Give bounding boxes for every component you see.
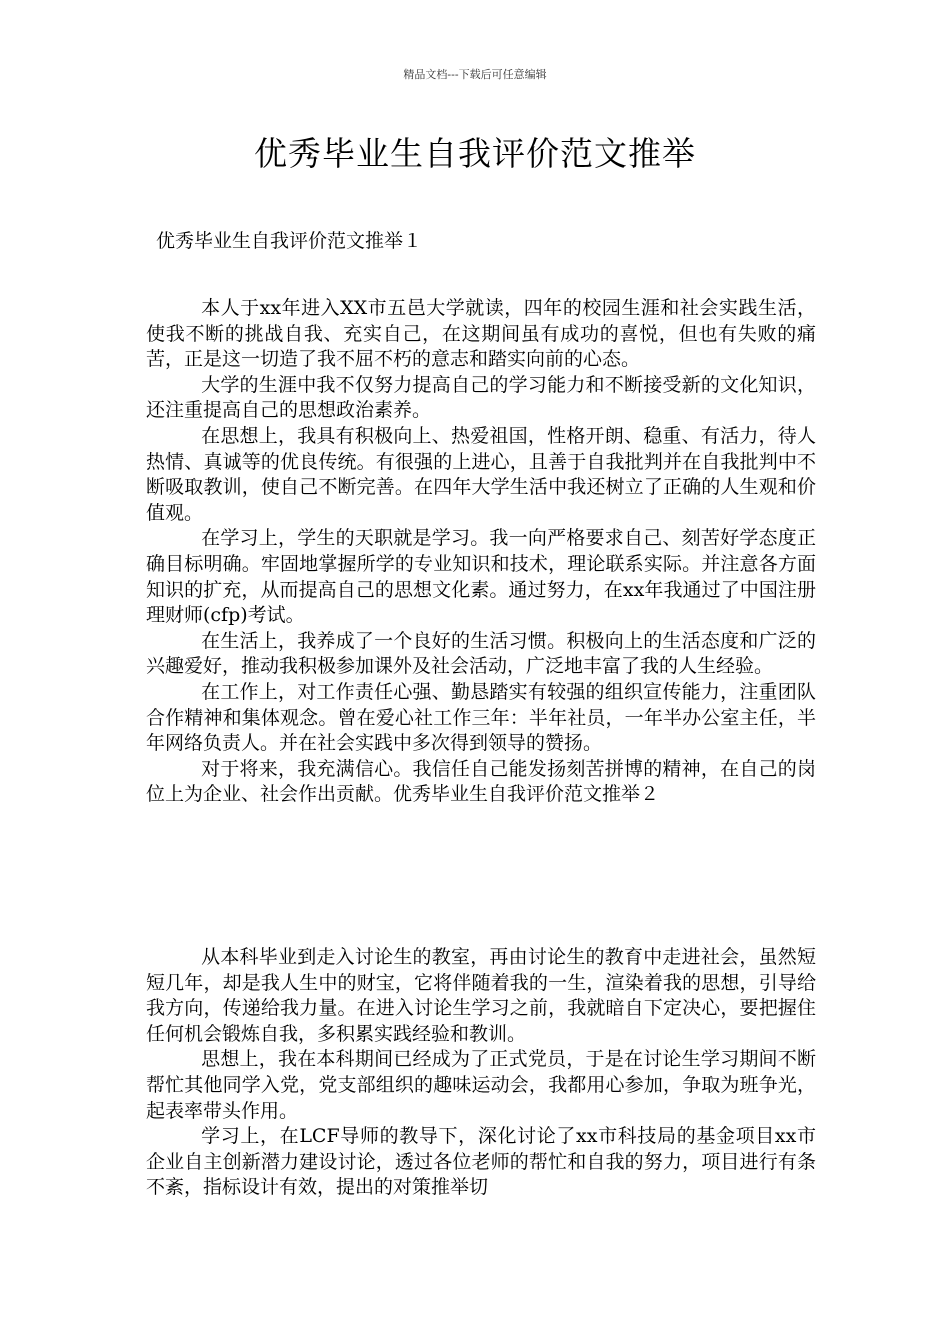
paragraph: 对于将来，我充满信心。我信任自己能发扬刻苦拼博的精神，在自己的岗位上为企业、社会作出贡献。优秀毕业生自我评价范文推举２	[146, 757, 816, 806]
section-heading: 优秀毕业生自我评价范文推举１	[156, 230, 423, 252]
section-1-body	[146, 296, 816, 808]
paragraph: 大学的生涯中我不仅努力提高自己的学习能力和不断接受新的文化知识，还注重提高自己的思想政治素养。	[146, 373, 816, 422]
paragraph: 从本科毕业到走入讨论生的教室，再由讨论生的教育中走进社会，虽然短短几年，却是我人生中的财宝，它将伴随着我的一生，渲染着我的思想，引导给我方向，传递给我力量。在进入讨论生学习之前，我就暗自下定决心，要把握住任何机会锻炼自我，多积累实践经验和教训。	[146, 946, 816, 1045]
paragraph: 本人于xx年进入XX市五邑大学就读，四年的校园生涯和社会实践生活，使我不断的挑战自我、充实自己，在这期间虽有成功的喜悦，但也有失败的痛苦，正是这一切造了我不屈不朽的意志和踏实向前的心态。	[146, 297, 816, 371]
document-title: 优秀毕业生自我评价范文推举	[254, 134, 696, 173]
header-note: 精品文档---下载后可任意编辑	[403, 68, 547, 81]
section-2-body	[146, 945, 816, 1201]
paragraph: 学习上，在LCF导师的教导下，深化讨论了xx市科技局的基金项目xx市企业自主创新潜力建设讨论，透过各位老师的帮忙和自我的努力，项目进行有条不紊，指标设计有效，提出的对策推举切	[146, 1125, 816, 1199]
paragraph: 在工作上，对工作责任心强、勤恳踏实有较强的组织宣传能力，注重团队合作精神和集体观念。曾在爱心社工作三年：半年社员，一年半办公室主任，半年网络负责人。并在社会实践中多次得到领导的赞扬。	[146, 680, 816, 755]
paragraph: 在学习上，学生的天职就是学习。我一向严格要求自己、刻苦好学态度正确目标明确。牢固地掌握所学的专业知识和技术，理论联系实际。并注意各方面知识的扩充，从而提高自己的思想文化素。通过努力，在xx年我通过了中国注册理财师(cfp)考试。	[146, 527, 816, 627]
paragraph: 在生活上，我养成了一个良好的生活习惯。积极向上的生活态度和广泛的兴趣爱好，推动我积极参加课外及社会活动，广泛地丰富了我的人生经验。	[146, 629, 816, 678]
paragraph: 在思想上，我具有积极向上、热爱祖国，性格开朗、稳重、有活力，待人热情、真诚等的优良传统。有很强的上进心，且善于自我批判并在自我批判中不断吸取教训，使自己不断完善。在四年大学生活中我还树立了正确的人生观和价值观。	[146, 424, 816, 524]
paragraph: 思想上，我在本科期间已经成为了正式党员，于是在讨论生学习期间不断帮忙其他同学入党，党支部组织的趣味运动会，我都用心参加，争取为班争光，起表率带头作用。	[146, 1048, 816, 1122]
